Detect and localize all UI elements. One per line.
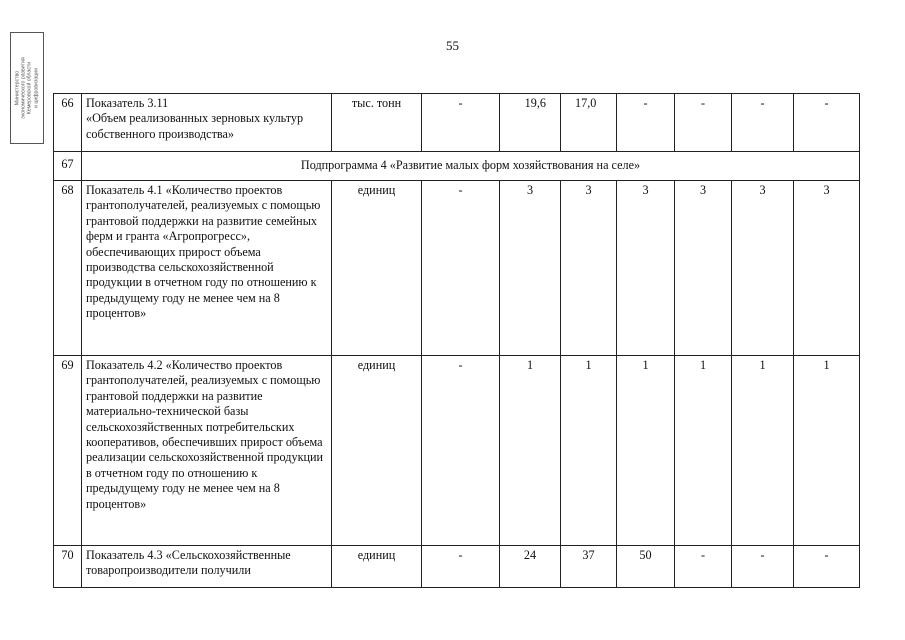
section-row xyxy=(54,152,860,181)
value-cell: - xyxy=(422,181,500,356)
stamp-line: и цифровизации xyxy=(33,68,40,108)
value-cell: - xyxy=(617,94,675,152)
value-cell: 3 xyxy=(617,181,675,356)
indicator-title: Показатель 3.11 xyxy=(86,96,169,110)
stamp-line: экономического развития xyxy=(20,57,27,119)
unit-cell: тыс. тонн xyxy=(332,94,422,152)
row-number: 68 xyxy=(54,181,82,356)
table-row xyxy=(54,94,860,152)
value-cell: - xyxy=(422,94,500,152)
table-row xyxy=(54,546,860,588)
stamp-line: Кемеровской области xyxy=(27,61,33,115)
row-number: 67 xyxy=(54,152,82,181)
value-cell: 1 xyxy=(500,356,561,546)
row-number: 70 xyxy=(54,546,82,588)
value-cell: - xyxy=(422,546,500,588)
value-cell: 1 xyxy=(732,356,794,546)
value-cell: 19,6 xyxy=(500,94,561,152)
unit-cell: единиц xyxy=(332,356,422,546)
value-cell: 3 xyxy=(794,181,860,356)
page-number: 55 xyxy=(446,38,459,53)
value-cell: - xyxy=(675,546,732,588)
indicator-name: Показатель 4.2 «Количество проектов грантополучателей, реализуемых с помощью грантовой поддержки на развитие материально-технической базы сельскохозяйственных потребительских кооперативов, обеспечивших прирост объема реализации сельскохозяйственной продукции в отчетном году по отношению к предыдущему году не менее чем на 8 процентов» xyxy=(82,356,332,546)
indicator-description: «Объем реализованных зерновых культур собственного производства» xyxy=(86,111,304,141)
value-cell: 50 xyxy=(617,546,675,588)
table-row xyxy=(54,356,860,546)
indicator-name: Показатель 4.3 «Сельскохозяйственные товаропроизводители получили xyxy=(82,546,332,588)
row-number: 69 xyxy=(54,356,82,546)
indicator-name: Показатель 4.1 «Количество проектов грантополучателей, реализуемых с помощью грантовой поддержки на развитие семейных ферм и гранта «Агропрогресс», обеспечивающих прирост объема производства сельскохозяйственной продукции в отчетном году по отношению к предыдущему году не менее чем на 8 процентов» xyxy=(82,181,332,356)
indicator-name xyxy=(82,94,332,152)
value-cell: - xyxy=(794,546,860,588)
value-cell: 3 xyxy=(561,181,617,356)
unit-cell: единиц xyxy=(332,181,422,356)
value-cell: 37 xyxy=(561,546,617,588)
unit-cell: единиц xyxy=(332,546,422,588)
stamp-line: Министерство xyxy=(14,70,21,106)
value-cell: 1 xyxy=(617,356,675,546)
value-cell: 1 xyxy=(675,356,732,546)
value-cell: 24 xyxy=(500,546,561,588)
value-cell: 17,0 xyxy=(561,94,617,152)
value-cell: - xyxy=(794,94,860,152)
value-cell: 1 xyxy=(561,356,617,546)
value-cell: 3 xyxy=(500,181,561,356)
indicators-table xyxy=(53,93,860,588)
value-cell: - xyxy=(732,546,794,588)
value-cell: 3 xyxy=(732,181,794,356)
subprogram-title: Подпрограмма 4 «Развитие малых форм хозяйствования на селе» xyxy=(82,152,860,181)
value-cell: 1 xyxy=(794,356,860,546)
value-cell: 3 xyxy=(675,181,732,356)
value-cell: - xyxy=(732,94,794,152)
row-number: 66 xyxy=(54,94,82,152)
value-cell: - xyxy=(675,94,732,152)
table-row xyxy=(54,181,860,356)
value-cell: - xyxy=(422,356,500,546)
